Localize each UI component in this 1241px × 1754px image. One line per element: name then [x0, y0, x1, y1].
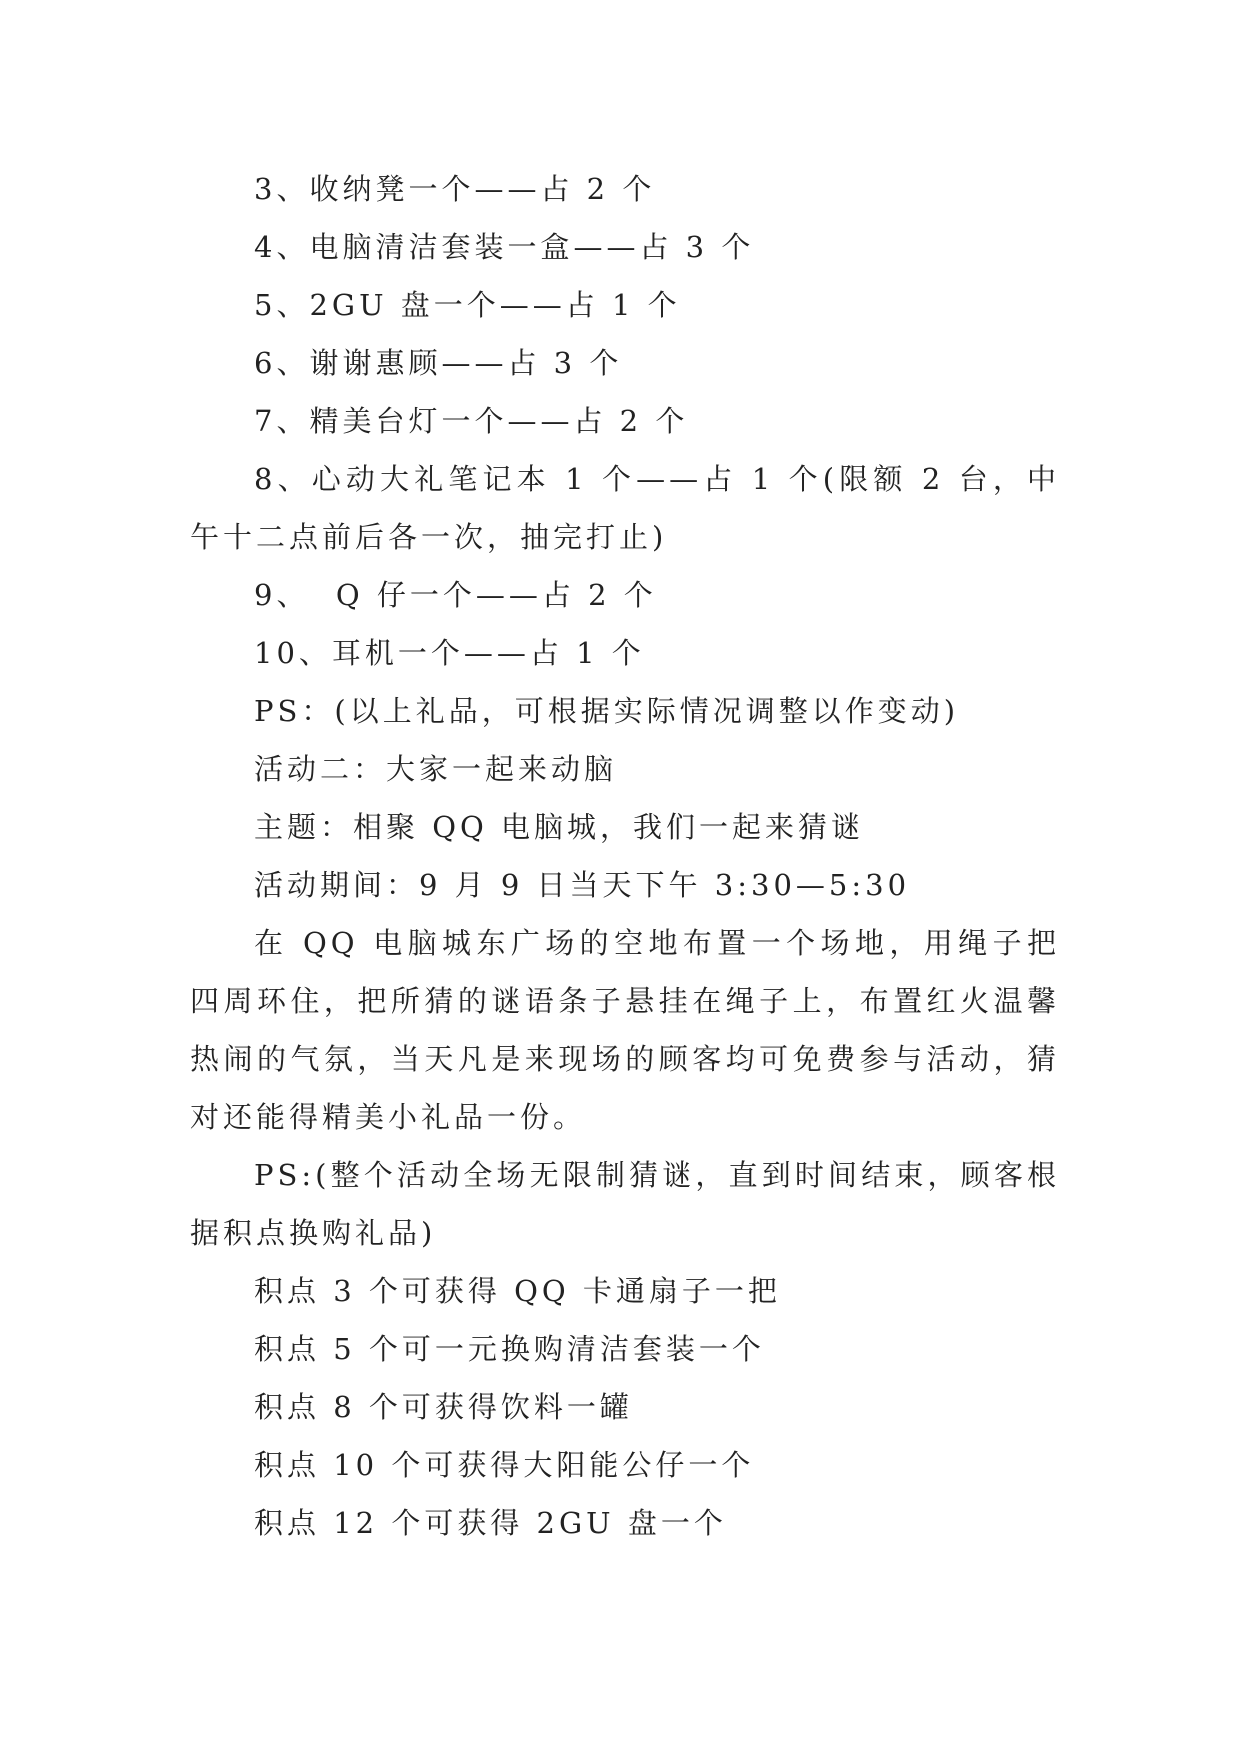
list-item-headphones: 10、耳机一个——占 1 个	[254, 636, 645, 670]
points-item-8: 积点 8 个可获得饮料一罐	[254, 1390, 633, 1424]
list-item-cleaning-kit: 4、电脑清洁套装一盒——占 3 个	[254, 230, 755, 264]
points-item-5: 积点 5 个可一元换购清洁套装一个	[254, 1332, 765, 1366]
section-heading-activity-two: 活动二：大家一起来动脑	[254, 752, 618, 786]
list-item-desk-lamp: 7、精美台灯一个——占 2 个	[254, 404, 689, 438]
list-item-q-doll: 9、 Q 仔一个——占 2 个	[254, 578, 657, 612]
points-item-10: 积点 10 个可获得大阳能公仔一个	[254, 1448, 755, 1482]
activity-period: 活动期间：9 月 9 日当天下午 3:30—5:30	[254, 868, 911, 902]
points-item-3: 积点 3 个可获得 QQ 卡通扇子一把	[254, 1274, 781, 1308]
activity-description: 在 QQ 电脑城东广场的空地布置一个场地，用绳子把四周环住，把所猜的谜语条子悬挂在绳子上，布置红火温馨热闹的气氛，当天凡是来现场的顾客均可免费参与活动，猜对还能得精美小礼品一份。	[190, 926, 1060, 1134]
document-body	[190, 160, 1060, 1552]
note-gifts: PS：(以上礼品，可根据实际情况调整以作变动)	[254, 694, 960, 728]
points-item-12: 积点 12 个可获得 2GU 盘一个	[254, 1506, 727, 1540]
list-item-storage-stool: 3、收纳凳一个——占 2 个	[254, 172, 656, 206]
list-item-usb-drive: 5、2GU 盘一个——占 1 个	[254, 288, 681, 322]
note-riddles: PS:(整个活动全场无限制猜谜，直到时间结束，顾客根据积点换购礼品)	[190, 1158, 1060, 1250]
list-item-laptop: 8、心动大礼笔记本 1 个——占 1 个(限额 2 台，中午十二点前后各一次，抽完打止)	[190, 462, 1060, 554]
activity-theme: 主题：相聚 QQ 电脑城，我们一起来猜谜	[254, 810, 864, 844]
list-item-thanks: 6、谢谢惠顾——占 3 个	[254, 346, 623, 380]
